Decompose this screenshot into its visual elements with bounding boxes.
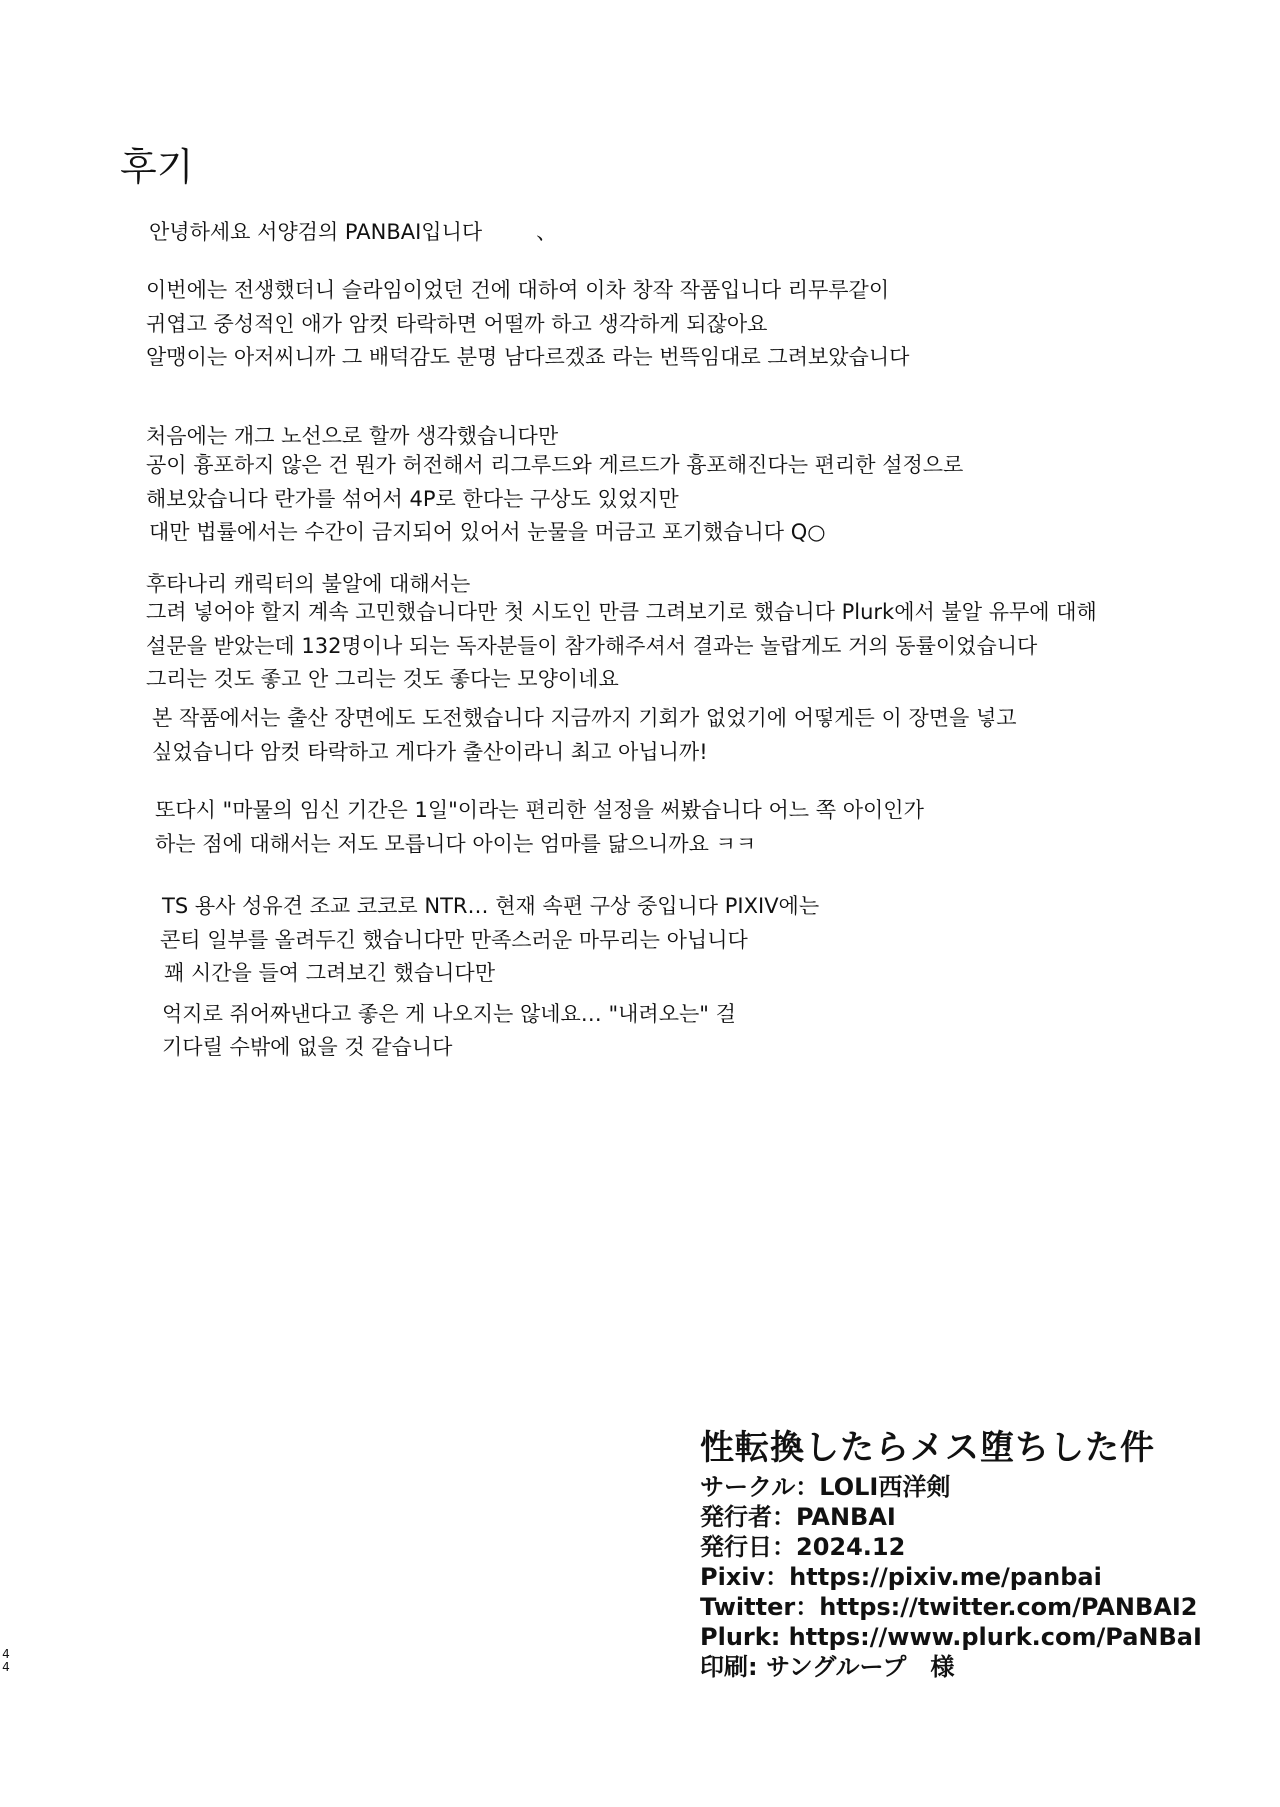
colophon-printer: 印刷: サングループ 様: [700, 1653, 955, 1681]
text-line: 귀엽고 중성적인 애가 암컷 타락하면 어떨까 하고 생각하게 되잖아요: [146, 312, 768, 336]
text-line: 억지로 쥐어짜낸다고 좋은 게 나오지는 않네요… "내려오는" 걸: [162, 1002, 736, 1026]
page-number-text: 4 4: [2, 1647, 10, 1674]
text-line: 기다릴 수밖에 없을 것 같습니다: [162, 1035, 453, 1059]
text-line: 알맹이는 아저씨니까 그 배덕감도 분명 남다르겠죠 라는 번뜩임대로 그려보았습니다: [146, 345, 910, 369]
text-line: 안녕하세요 서양검의 PANBAI입니다 ㅤ ㅤ、: [149, 220, 558, 244]
colophon-plurk: Plurk: https://www.plurk.com/PaNBaI: [700, 1623, 1202, 1651]
text-line: 그려 넣어야 할지 계속 고민했습니다만 첫 시도인 만큼 그려보기로 했습니다 Plurk에서 불알 유무에 대해: [146, 600, 1097, 624]
text-line: 본 작품에서는 출산 장면에도 도전했습니다 지금까지 기회가 없었기에 어떻게든 이 장면을 넣고: [152, 706, 1017, 730]
colophon-publisher: 発行者：PANBAI: [700, 1503, 896, 1531]
colophon-circle: サークル：LOLI西洋剣: [700, 1473, 951, 1501]
colophon-twitter: Twitter：https://twitter.com/PANBAI2: [700, 1593, 1198, 1621]
text-line: 후타나리 캐릭터의 불알에 대해서는: [146, 572, 471, 596]
text-line: 콘티 일부를 올려두긴 했습니다만 만족스러운 마무리는 아닙니다: [160, 928, 748, 952]
text-line: 공이 흉포하지 않은 건 뭔가 허전해서 리그루드와 게르드가 흉포해진다는 편리한 설정으로: [146, 453, 964, 477]
text-line: 해보았습니다 란가를 섞어서 4P로 한다는 구상도 있었지만: [146, 487, 679, 511]
text-line: TS 용사 성유견 조교 코코로 NTR… 현재 속편 구상 중입니다 PIXIV에는: [162, 894, 820, 918]
text-line: 하는 점에 대해서는 저도 모릅니다 아이는 엄마를 닮으니까요 ㅋㅋ: [155, 832, 757, 856]
colophon-pixiv: Pixiv：https://pixiv.me/panbai: [700, 1563, 1102, 1591]
text-line: 대만 법률에서는 수간이 금지되어 있어서 눈물을 머금고 포기했습니다 Q○: [149, 520, 826, 544]
text-line: 꽤 시간을 들여 그려보긴 했습니다만: [164, 961, 495, 985]
text-line: 또다시 "마물의 임신 기간은 1일"이라는 편리한 설정을 써봤습니다 어느 쪽 아이인가: [155, 798, 924, 822]
colophon-date: 発行日：2024.12: [700, 1533, 906, 1561]
page-title: 후기: [120, 145, 194, 189]
text-line: 처음에는 개그 노선으로 할까 생각했습니다만: [146, 424, 559, 448]
page-number: [1, 1648, 11, 1674]
text-line: 싶었습니다 암컷 타락하고 게다가 출산이라니 최고 아닙니까!: [152, 740, 708, 764]
text-line: 이번에는 전생했더니 슬라임이었던 건에 대하여 이차 창작 작품입니다 리무루같이: [146, 278, 890, 302]
text-line: 그리는 것도 좋고 안 그리는 것도 좋다는 모양이네요: [146, 667, 619, 691]
book-title: 性転換したらメス堕ちした件: [700, 1428, 1155, 1468]
text-line: 설문을 받았는데 132명이나 되는 독자분들이 참가해주셔서 결과는 놀랍게도 거의 동률이었습니다: [146, 634, 1038, 658]
